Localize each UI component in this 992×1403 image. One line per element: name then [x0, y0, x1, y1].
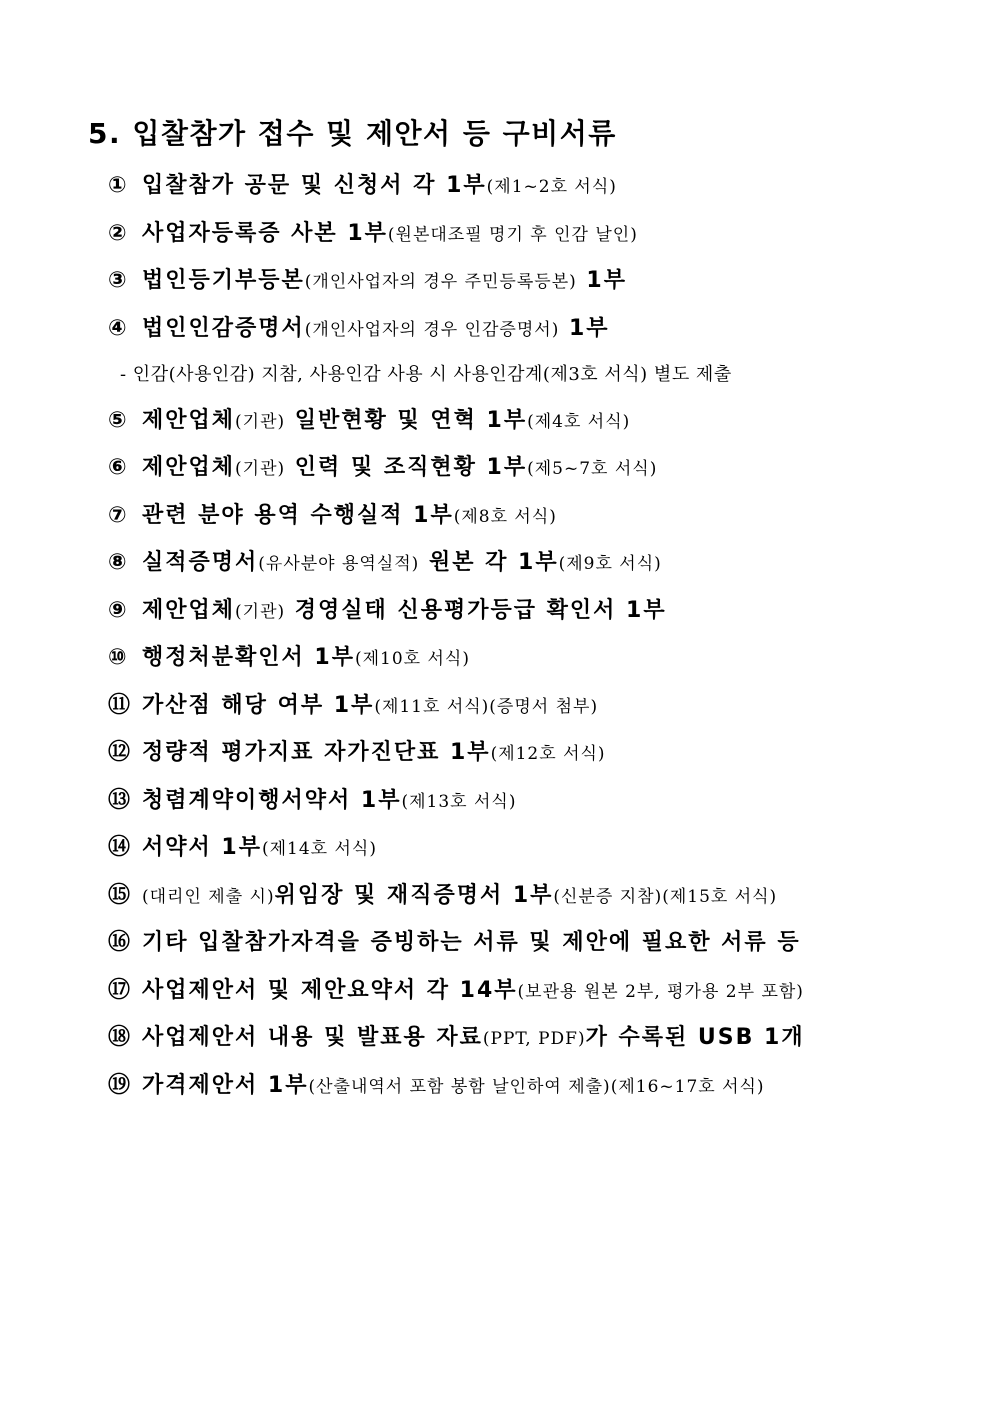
seal-note: - 인감(사용인감) 지참, 사용인감 사용 시 사용인감계(제3호 서식) 별도 제출	[120, 364, 732, 385]
list-item-12	[108, 737, 606, 770]
item-main-text: 법인등기부등본	[142, 268, 305, 293]
item-prefix-note: (대리인 제출 시)	[142, 887, 275, 907]
item-main-text-2: 일반현황 및 연혁 1부	[285, 408, 528, 433]
item-note-text-2: (제5~7호 서식)	[527, 459, 658, 479]
item-main-text: 가격제안서 1부	[142, 1073, 309, 1098]
item-main-text: 실적증명서	[142, 550, 259, 575]
item-number: ③	[108, 268, 127, 293]
item-note-text-2: (제9호 서식)	[558, 554, 662, 574]
item-main-text: 가산점 해당 여부 1부	[142, 693, 375, 718]
item-note-text: (보관용 원본 2부, 평가용 2부 포함)	[517, 982, 804, 1002]
item-note-text: (제12호 서식)	[490, 744, 606, 764]
item-number: ④	[108, 316, 127, 341]
item-main-text: 사업제안서 및 제안요약서 각 14부	[142, 978, 518, 1003]
list-item-13	[108, 785, 517, 818]
item-number: ②	[108, 221, 127, 246]
item-number: ⑥	[108, 455, 127, 480]
list-item-3	[108, 265, 627, 298]
item-main-text: 제안업체	[142, 455, 236, 480]
item-note-text: (제8호 서식)	[453, 507, 557, 527]
item-note-text: (제11호 서식)(증명서 첨부)	[374, 697, 599, 717]
list-item-6	[108, 452, 657, 485]
item-note-text: (산출내역서 포함 봉함 날인하여 제출)(제16~17호 서식)	[308, 1077, 765, 1097]
list-item-16	[108, 927, 801, 959]
item-note-text: (제14호 서식)	[261, 839, 377, 859]
list-item-18	[108, 1022, 805, 1055]
list-item-19	[108, 1070, 765, 1103]
item-main-text: 법인인감증명서	[142, 316, 305, 341]
item-note-text: (원본대조필 명기 후 인감 날인)	[387, 225, 638, 245]
item-main-text: 입찰참가 공문 및 신청서 각 1부	[142, 173, 487, 198]
list-item-2	[108, 218, 638, 251]
list-item-15	[108, 880, 777, 913]
list-item-14	[108, 832, 377, 865]
list-item-17	[108, 975, 804, 1008]
list-item-9	[108, 595, 667, 628]
item-main-text-2: 인력 및 조직현황 1부	[285, 455, 528, 480]
list-item-4	[108, 313, 610, 346]
item-main-text: 사업제안서 내용 및 발표용 자료	[142, 1025, 483, 1050]
item-number: ⑬	[108, 788, 131, 813]
item-number: ⑩	[108, 645, 127, 670]
item-main-text: 관련 분야 용역 수행실적 1부	[142, 503, 454, 528]
item-note-text: (개인사업자의 경우 주민등록등본)	[304, 272, 577, 292]
item-note-text: (제1~2호 서식)	[486, 177, 617, 197]
item-main-text: 기타 입찰참가자격을 증빙하는 서류 및 제안에 필요한 서류 등	[142, 930, 801, 955]
item-number: ⑨	[108, 598, 127, 623]
item-note-text-2: (제4호 서식)	[527, 412, 631, 432]
item-number: ⑭	[108, 835, 131, 860]
item-note-text: (개인사업자의 경우 인감증명서)	[304, 320, 560, 340]
item-main-text: 행정처분확인서 1부	[142, 645, 355, 670]
item-main-text: 서약서 1부	[142, 835, 262, 860]
item-main-text: 사업자등록증 사본 1부	[142, 221, 388, 246]
item-note-text: (제10호 서식)	[354, 649, 470, 669]
item-main-text-2: 1부	[576, 268, 627, 293]
item-main-text: 제안업체	[142, 598, 236, 623]
list-item-11	[108, 690, 598, 723]
item-main-text-2: 원본 각 1부	[419, 550, 559, 575]
section-title: 5. 입찰참가 접수 및 제안서 등 구비서류	[88, 117, 617, 150]
list-item-7	[108, 500, 557, 533]
item-number: ⑯	[108, 930, 131, 955]
item-note-text: (제13호 서식)	[401, 792, 517, 812]
item-main-text: 정량적 평가지표 자가진단표 1부	[142, 740, 491, 765]
list-item-1	[108, 170, 617, 203]
item-main-text: 청렴계약이행서약서 1부	[142, 788, 402, 813]
item-note-text: (PPT, PDF)	[482, 1029, 586, 1049]
list-item-5	[108, 405, 630, 438]
item-note-text: (유사분야 용역실적)	[258, 554, 420, 574]
item-note-text: (기관)	[235, 412, 286, 432]
item-number: ①	[108, 173, 127, 198]
item-number: ⑦	[108, 503, 127, 528]
list-item-8	[108, 547, 662, 580]
item-number: ⑮	[108, 883, 131, 908]
item-number: ⑧	[108, 550, 127, 575]
item-main-text: 제안업체	[142, 408, 236, 433]
item-main-text-2: 가 수록된 USB 1개	[585, 1025, 805, 1050]
item-main-text-2: 1부	[559, 316, 610, 341]
item-main-text: 위임장 및 재직증명서 1부	[274, 883, 554, 908]
item-number: ⑱	[108, 1025, 131, 1050]
item-number: ⑫	[108, 740, 131, 765]
list-item-10	[108, 642, 470, 675]
item-number: ⑰	[108, 978, 131, 1003]
item-note-text: (기관)	[235, 459, 286, 479]
item-main-text-2: 경영실태 신용평가등급 확인서 1부	[285, 598, 667, 623]
item-number: ⑲	[108, 1073, 131, 1098]
item-number: ⑤	[108, 408, 127, 433]
item-note-text: (기관)	[235, 602, 286, 622]
item-number: ⑪	[108, 693, 131, 718]
item-note-text: (신분증 지참)(제15호 서식)	[553, 887, 778, 907]
